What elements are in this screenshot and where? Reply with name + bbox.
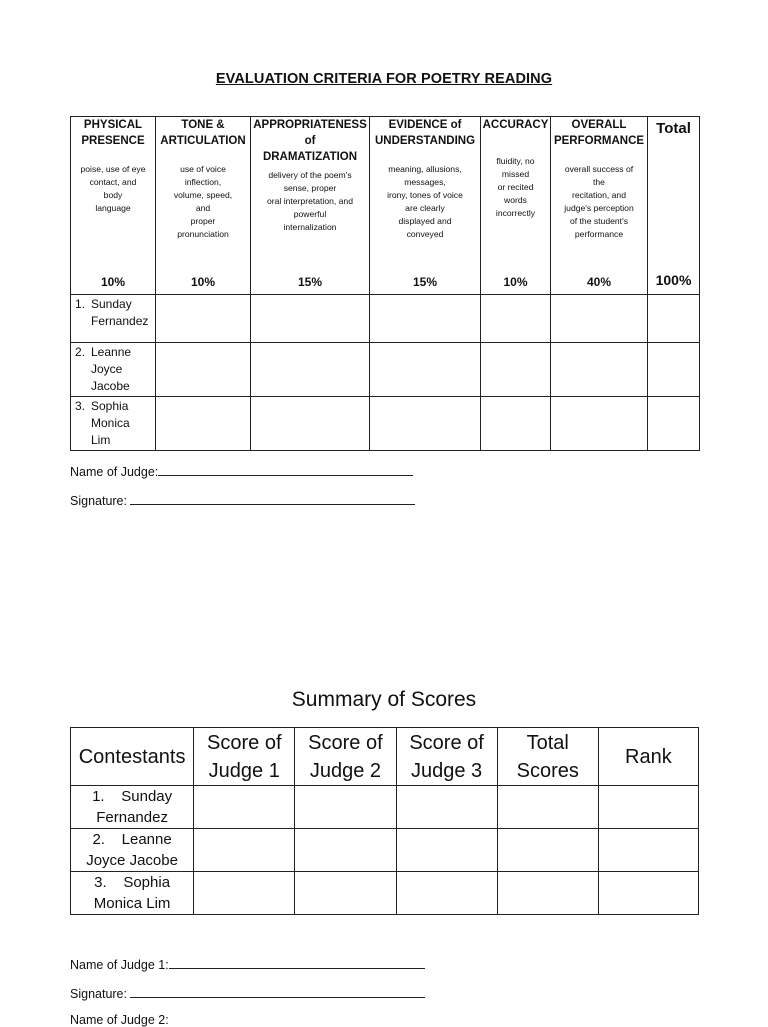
score-cell[interactable] <box>370 397 481 451</box>
signature-label: Signature: <box>70 494 127 508</box>
total-label: Total <box>656 120 691 137</box>
contestant-row <box>71 397 700 451</box>
criterion-weight: 10% <box>503 275 528 289</box>
judge1-name-field <box>70 956 425 972</box>
contestant-name: Leanne Joyce Jacobe <box>86 831 178 869</box>
criterion-weight: 40% <box>586 275 612 289</box>
contestant-name: Leanne Joyce Jacobe <box>91 345 132 393</box>
summary-contestant-cell <box>71 872 194 915</box>
summary-table <box>70 727 699 915</box>
summary-contestant-cell <box>71 786 194 829</box>
judge2-name-label: Name of Judge 2: <box>70 1013 169 1027</box>
rank-cell[interactable] <box>598 872 698 915</box>
judge3-score-cell[interactable] <box>396 829 497 872</box>
criterion-label: TONE & ARTICULATION <box>160 119 246 147</box>
score-cell[interactable] <box>370 295 481 343</box>
score-cell[interactable] <box>481 295 551 343</box>
contestant-name-cell <box>71 343 156 397</box>
criteria-table <box>70 116 700 451</box>
criterion-weight: 10% <box>100 275 126 289</box>
score-cell[interactable] <box>648 397 700 451</box>
contestant-name: Sunday Fernandez <box>91 297 149 328</box>
contestant-name-cell <box>71 295 156 343</box>
score-cell[interactable] <box>648 343 700 397</box>
criterion-label: ACCURACY <box>482 119 549 131</box>
judge2-name-field <box>70 1013 169 1027</box>
judge2-score-cell[interactable] <box>295 829 396 872</box>
criterion-description: meaning, allusions, messages, irony, tones of voice are clearly displayed and conveyed <box>387 164 463 239</box>
judge1-score-cell[interactable] <box>194 786 295 829</box>
criterion-label: EVIDENCE of UNDERSTANDING <box>374 119 476 147</box>
score-cell[interactable] <box>370 343 481 397</box>
criterion-description: poise, use of eye contact, and body language <box>80 164 146 213</box>
criterion-tone-articulation <box>156 117 251 295</box>
criterion-description: overall success of the recitation, and judge's perception of the student's performance <box>564 164 634 239</box>
judge1-name-label: Name of Judge 1: <box>70 958 169 972</box>
criterion-accuracy <box>481 117 551 295</box>
criterion-description: delivery of the poem's sense, proper oral interpretation, and powerful internalization <box>267 170 353 232</box>
contestant-number: 3. <box>75 399 86 413</box>
summary-row <box>71 786 699 829</box>
contestant-name-cell <box>71 397 156 451</box>
total-score-cell[interactable] <box>497 829 598 872</box>
criterion-total <box>648 117 700 295</box>
score-cell[interactable] <box>251 295 370 343</box>
score-cell[interactable] <box>551 343 648 397</box>
page-title: EVALUATION CRITERIA FOR POETRY READING <box>215 71 553 87</box>
summary-signature-line[interactable] <box>130 985 425 998</box>
summary-header-cell: Total Scores <box>497 728 598 786</box>
summary-header-row <box>71 728 699 786</box>
criterion-overall-performance <box>551 117 648 295</box>
judge-name-line[interactable] <box>158 463 413 476</box>
criterion-description: use of voice inflection, volume, speed, and proper pronunciation <box>173 164 233 239</box>
criterion-label: APPROPRIATENESS of DRAMATIZATION <box>253 119 367 163</box>
score-cell[interactable] <box>551 397 648 451</box>
criterion-physical-presence <box>71 117 156 295</box>
score-cell[interactable] <box>251 343 370 397</box>
summary-header-cell: Score of Judge 1 <box>194 728 295 786</box>
judge3-score-cell[interactable] <box>396 872 497 915</box>
rank-cell[interactable] <box>598 829 698 872</box>
criterion-weight: 10% <box>190 275 216 289</box>
judge2-score-cell[interactable] <box>295 872 396 915</box>
criteria-header-row <box>71 117 700 295</box>
summary-header-cell: Score of Judge 3 <box>396 728 497 786</box>
criterion-description: fluidity, no missed or recited words incorrectly <box>495 156 536 218</box>
judge1-name-line[interactable] <box>169 956 425 969</box>
criterion-label: PHYSICAL PRESENCE <box>81 119 145 147</box>
score-cell[interactable] <box>251 397 370 451</box>
judge-name-label: Name of Judge: <box>70 465 159 479</box>
criterion-evidence-understanding <box>370 117 481 295</box>
contestant-number: 3. <box>94 874 107 891</box>
score-cell[interactable] <box>156 295 251 343</box>
summary-header-cell: Score of Judge 2 <box>295 728 396 786</box>
contestant-number: 2. <box>75 345 86 359</box>
criterion-appropriateness <box>251 117 370 295</box>
judge2-score-cell[interactable] <box>295 786 396 829</box>
score-cell[interactable] <box>481 343 551 397</box>
summary-header-cell: Rank <box>598 728 698 786</box>
judge3-score-cell[interactable] <box>396 786 497 829</box>
criterion-weight: 15% <box>412 275 438 289</box>
summary-title: Summary of Scores <box>291 688 477 711</box>
contestant-number: 1. <box>92 788 105 805</box>
score-cell[interactable] <box>648 295 700 343</box>
summary-header-cell: Contestants <box>71 728 194 786</box>
signature-field <box>70 492 415 508</box>
score-cell[interactable] <box>156 343 251 397</box>
contestant-number: 2. <box>92 831 105 848</box>
summary-row <box>71 829 699 872</box>
criterion-weight: 15% <box>297 275 323 289</box>
summary-signature-label: Signature: <box>70 987 127 1001</box>
judge-name-field <box>70 463 413 479</box>
total-weight: 100% <box>655 272 692 288</box>
total-score-cell[interactable] <box>497 872 598 915</box>
contestant-number: 1. <box>75 297 86 311</box>
total-score-cell[interactable] <box>497 786 598 829</box>
criterion-label: OVERALL PERFORMANCE <box>553 119 645 147</box>
signature-line[interactable] <box>130 492 415 505</box>
contestant-name: Sophia Monica Lim <box>93 874 171 912</box>
rank-cell[interactable] <box>598 786 698 829</box>
contestant-name: Sunday Fernandez <box>96 788 173 826</box>
summary-contestant-cell <box>71 829 194 872</box>
score-cell[interactable] <box>481 397 551 451</box>
judge1-score-cell[interactable] <box>194 872 295 915</box>
score-cell[interactable] <box>156 397 251 451</box>
summary-signature-field <box>70 985 425 1001</box>
contestant-row <box>71 295 700 343</box>
summary-row <box>71 872 699 915</box>
judge1-score-cell[interactable] <box>194 829 295 872</box>
contestant-name: Sophia Monica Lim <box>91 399 130 447</box>
score-cell[interactable] <box>551 295 648 343</box>
contestant-row <box>71 343 700 397</box>
